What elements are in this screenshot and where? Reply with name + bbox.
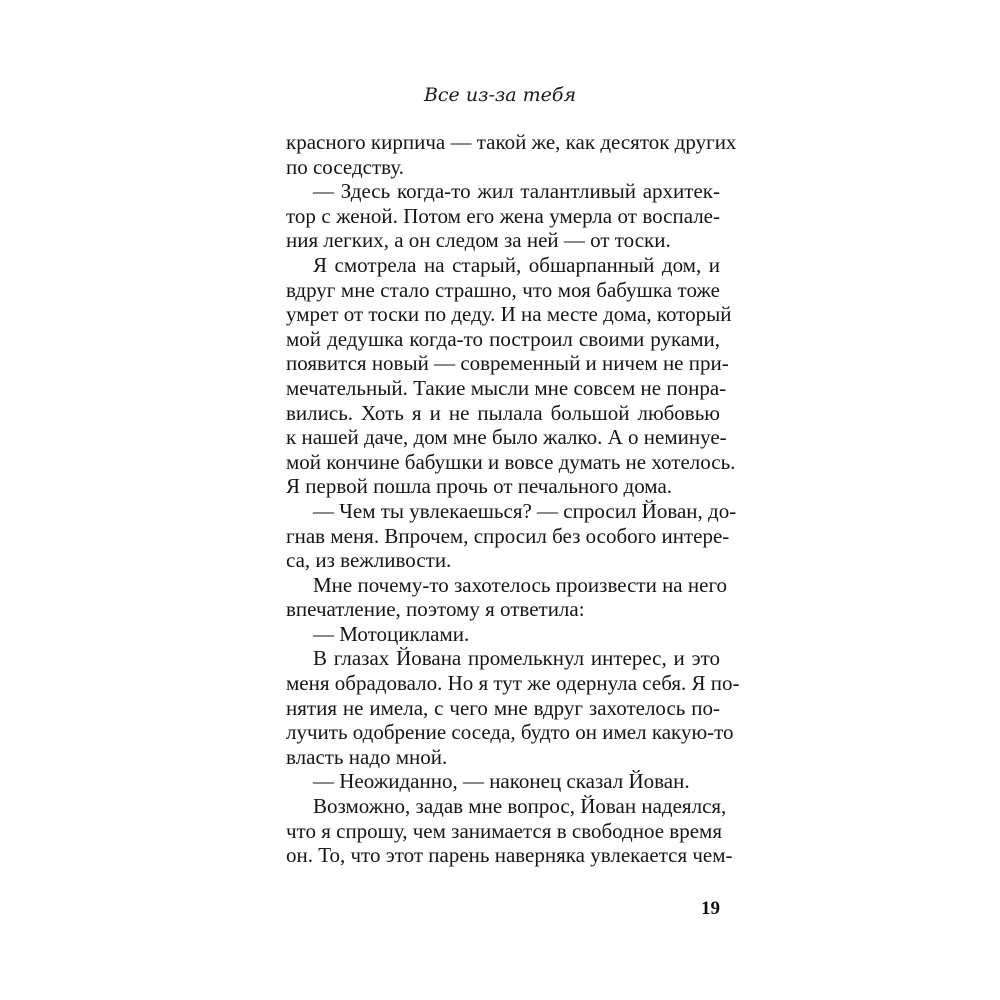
text-line: — Мотоциклами. [313, 621, 470, 646]
text-line: Возможно, задав мне вопрос, Йован надеялся, [313, 794, 727, 819]
text-line: умрет от тоски по деду. И на месте дома, который [286, 302, 732, 327]
text-line: впечатление, поэтому я ответила: [286, 597, 585, 622]
text-line: по соседству. [286, 154, 404, 179]
text-line: са, из вежливости. [286, 548, 452, 573]
text-line: — Чем ты увлекаешься? — спросил Йован, до- [313, 498, 737, 523]
text-line: тор с женой. Потом его жена умерла от воспале- [286, 203, 720, 228]
body-text [286, 130, 740, 868]
text-line: мой кончине бабушки и вовсе думать не хотелось. [286, 449, 736, 474]
text-line: лучить одобрение соседа, будто он имел какую-то [286, 720, 734, 745]
text-line: Я смотрела на старый, обшарпанный дом, и [313, 252, 720, 277]
text-line: появится новый — современный и ничем не при- [286, 351, 729, 376]
text-line: вдруг мне стало страшно, что моя бабушка тоже [286, 277, 720, 302]
text-line: мечательный. Такие мысли мне совсем не понра- [286, 375, 727, 400]
text-line: красного кирпича — такой же, как десяток других [286, 130, 737, 154]
text-line: — Здесь когда-то жил талантливый архитек- [313, 179, 720, 204]
text-line: он. То, что этот парень наверняка увлекается чем- [286, 843, 733, 868]
text-line: — Неожиданно, — наконец сказал Йован. [313, 769, 690, 794]
text-line: вились. Хоть я и не пылала большой любовью [286, 400, 720, 425]
text-line: меня обрадовало. Но я тут же одернула себя. Я по- [286, 671, 740, 696]
text-line: нятия не имела, с чего мне вдруг захотелось по- [286, 695, 720, 720]
text-line: мой дедушка когда-то построил своими руками, [286, 326, 720, 351]
text-line: В глазах Йована промелькнул интерес, и это [313, 646, 720, 671]
text-line: что я спрошу, чем занимается в свободное время [286, 818, 722, 843]
text-line: ния легких, а он следом за ней — от тоски. [286, 228, 671, 253]
text-line: гнав меня. Впрочем, спросил без особого интере- [286, 523, 730, 548]
text-line: власть надо мной. [286, 744, 448, 769]
text-line: Мне почему-то захотелось произвести на него [313, 572, 728, 597]
running-head: Все из-за тебя [423, 84, 577, 106]
text-line: к нашей даче, дом мне было жалко. А о неминуе- [286, 425, 727, 450]
text-line: Я первой пошла прочь от печального дома. [286, 474, 673, 499]
page-number: 19 [701, 898, 720, 919]
